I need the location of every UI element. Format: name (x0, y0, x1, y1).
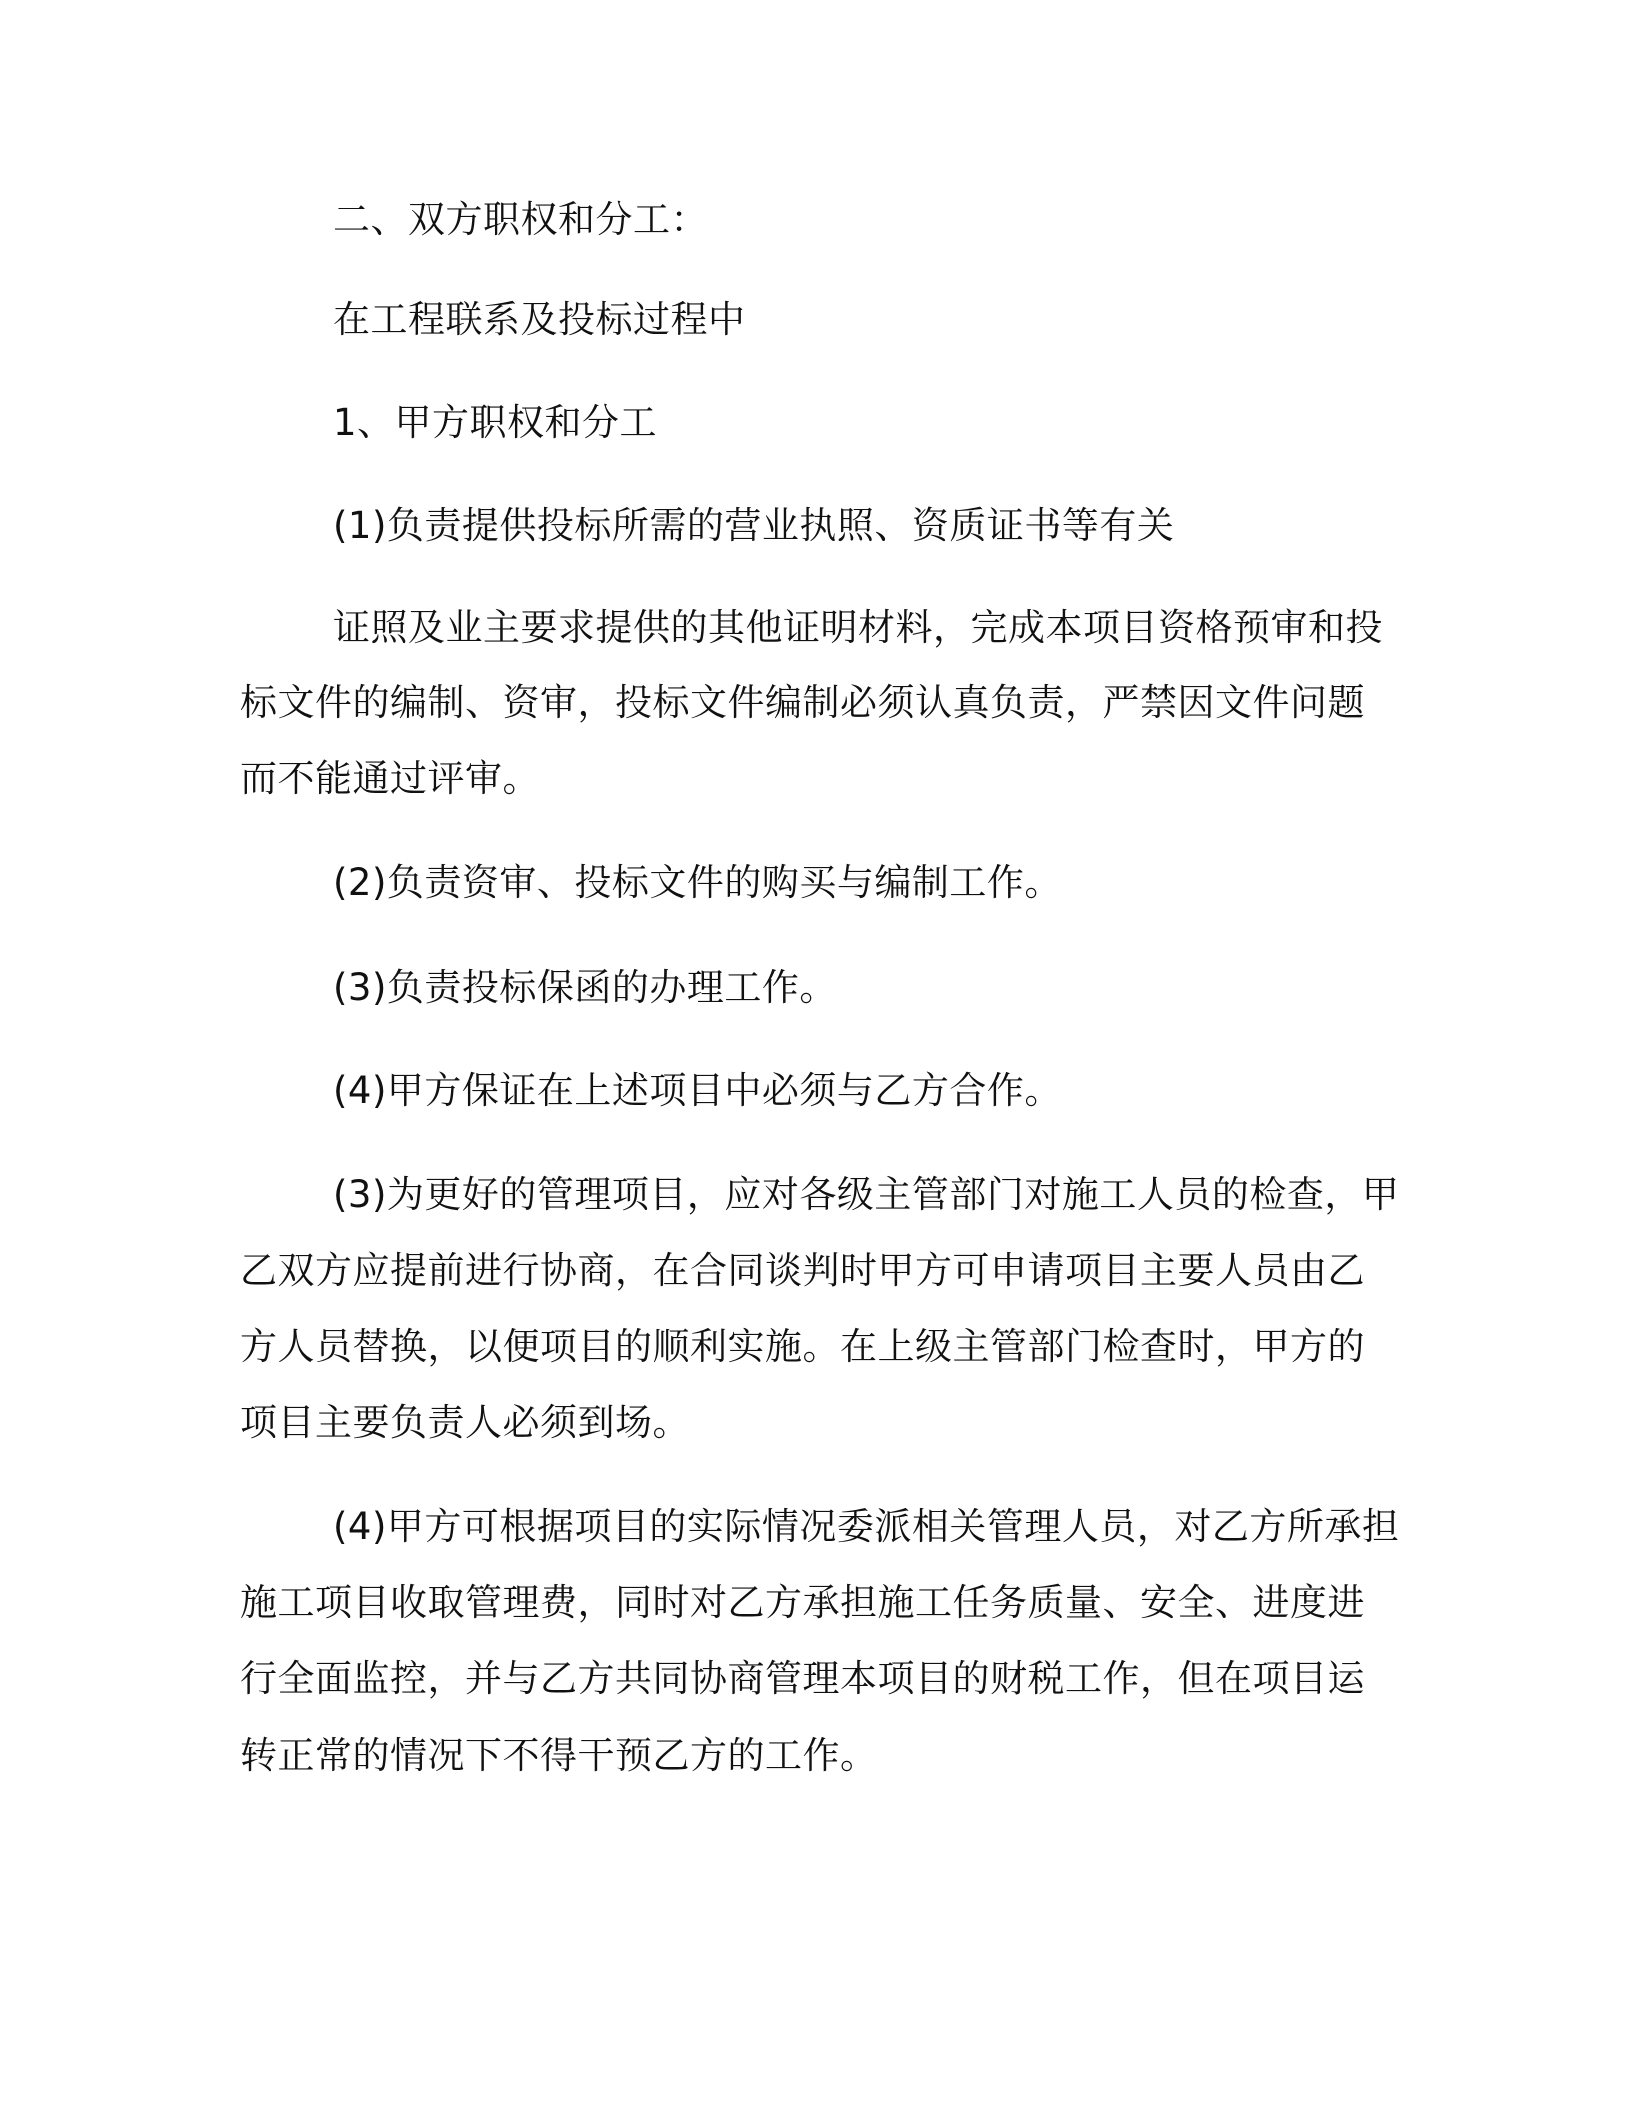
item-5-line-1: (3)为更好的管理项目，应对各级主管部门对施工人员的检查，甲 (333, 1173, 1400, 1216)
item-4: (4)甲方保证在上述项目中必须与乙方合作。 (333, 1069, 1062, 1112)
intro-line: 在工程联系及投标过程中 (333, 298, 746, 341)
item-1-line-4: 而不能通过评审。 (240, 757, 540, 800)
item-1-line-2: 证照及业主要求提供的其他证明材料，完成本项目资格预审和投 (333, 606, 1383, 649)
item-1-line-3: 标文件的编制、资审，投标文件编制必须认真负责，严禁因文件问题 (240, 681, 1365, 724)
item-6-line-2: 施工项目收取管理费，同时对乙方承担施工任务质量、安全、进度进 (240, 1581, 1365, 1624)
item-6-line-1: (4)甲方可根据项目的实际情况委派相关管理人员，对乙方所承担 (333, 1505, 1400, 1548)
subsection-heading: 1、甲方职权和分工 (333, 401, 658, 444)
item-5-line-3: 方人员替换，以便项目的顺利实施。在上级主管部门检查时，甲方的 (240, 1325, 1365, 1368)
item-2: (2)负责资审、投标文件的购买与编制工作。 (333, 861, 1062, 904)
item-5-line-2: 乙双方应提前进行协商，在合同谈判时甲方可申请项目主要人员由乙 (240, 1249, 1365, 1292)
item-6-line-3: 行全面监控，并与乙方共同协商管理本项目的财税工作，但在项目运 (240, 1657, 1365, 1700)
item-5-line-4: 项目主要负责人必须到场。 (240, 1401, 690, 1444)
item-3: (3)负责投标保函的办理工作。 (333, 966, 837, 1009)
item-6-line-4: 转正常的情况下不得干预乙方的工作。 (240, 1734, 878, 1777)
item-1-line-1: (1)负责提供投标所需的营业执照、资质证书等有关 (333, 504, 1175, 547)
section-heading: 二、双方职权和分工： (333, 198, 708, 241)
